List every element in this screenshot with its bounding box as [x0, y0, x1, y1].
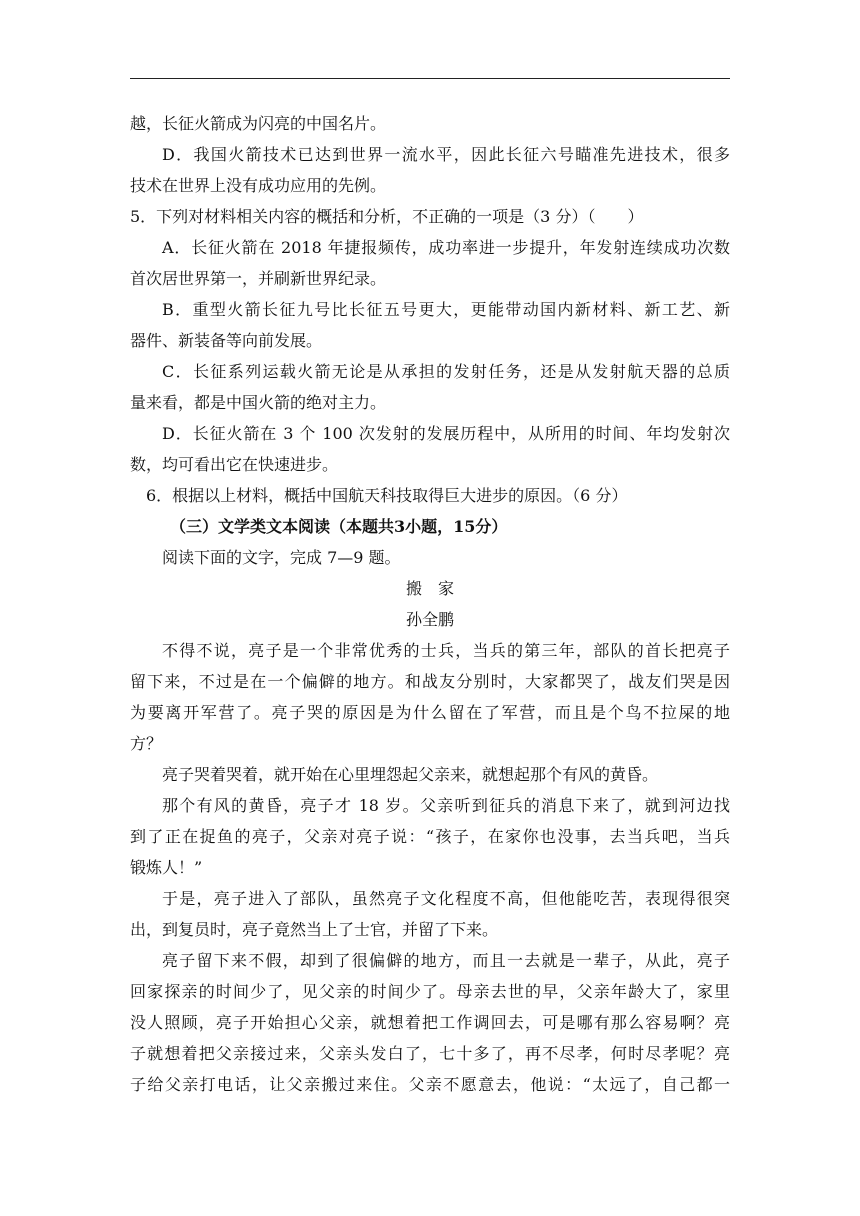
- paragraph-line: 留下来，不过是在一个偏僻的地方。和战友分别时，大家都哭了，战友们哭是因: [130, 672, 730, 691]
- text-line: 量来看，都是中国火箭的绝对主力。: [130, 393, 387, 412]
- story-author: 孙全鹏: [405, 610, 454, 629]
- reading-instruction: 阅读下面的文字，完成 7—9 题。: [162, 548, 401, 567]
- paragraph-line: 子给父亲打电话，让父亲搬过来住。父亲不愿意去，他说：“太远了，自己都一: [130, 1075, 730, 1094]
- paragraph-line: 为要离开军营了。亮子哭的原因是为什么留在了军营，而且是个鸟不拉屎的地: [130, 703, 730, 722]
- paragraph-line: 亮子留下来不假，却到了很偏僻的地方，而且一去就是一辈子，从此，亮子: [162, 951, 730, 970]
- paragraph-line: 子就想着把父亲接过来，父亲头发白了，七十多了，再不尽孝，何时尽孝呢？亮: [130, 1044, 730, 1063]
- text-line: 首次居世界第一，并刷新世界纪录。: [130, 269, 387, 288]
- text-line: 技术在世界上没有成功应用的先例。: [130, 176, 387, 195]
- page-content: [130, 108, 730, 1100]
- section-heading: （三）文学类文本阅读（本题共3小题，15分）: [170, 517, 508, 536]
- paragraph-line: 到了正在捉鱼的亮子，父亲对亮子说：“孩子，在家你也没事，去当兵吧，当兵: [130, 827, 730, 846]
- option-b-line: B．重型火箭长征九号比长征五号更大，更能带动国内新材料、新工艺、新: [162, 300, 730, 319]
- paragraph-line: 不得不说，亮子是一个非常优秀的士兵，当兵的第三年，部队的首长把亮子: [162, 641, 730, 660]
- paragraph-line: 锻炼人！”: [130, 858, 203, 877]
- option-a-line: A．长征火箭在 2018 年捷报频传，成功率进一步提升，年发射连续成功次数: [162, 238, 730, 257]
- paragraph-line: 方？: [130, 734, 163, 753]
- text-line: 数，均可看出它在快速进步。: [130, 455, 339, 474]
- paragraph-line: 于是，亮子进入了部队，虽然亮子文化程度不高，但他能吃苦，表现得很突: [162, 889, 730, 908]
- option-d-line: D．长征火箭在 3 个 100 次发射的发展历程中，从所用的时间、年均发射次: [162, 424, 730, 443]
- option-c-line: C．长征系列运载火箭无论是从承担的发射任务，还是从发射航天器的总质: [162, 362, 730, 381]
- paragraph-line: 没人照顾，亮子开始担心父亲，就想着把工作调回去，可是哪有那么容易啊？亮: [130, 1013, 730, 1032]
- paragraph-line: 那个有风的黄昏，亮子才 18 岁。父亲听到征兵的消息下来了，就到河边找: [162, 796, 730, 815]
- question-5: 5．下列对材料相关内容的概括和分析，不正确的一项是（3 分）（ ）: [130, 207, 644, 226]
- text-line: 器件、新装备等向前发展。: [130, 331, 323, 350]
- text-line: 越，长征火箭成为闪亮的中国名片。: [130, 114, 387, 133]
- question-6: 6．根据以上材料，概括中国航天科技取得巨大进步的原因。（6 分）: [146, 486, 628, 505]
- header-rule: [130, 78, 730, 79]
- option-d-line: D．我国火箭技术已达到世界一流水平，因此长征六号瞄准先进技术，很多: [162, 145, 730, 164]
- paragraph-line: 回家探亲的时间少了，见父亲的时间少了。母亲去世的早，父亲年龄大了，家里: [130, 982, 730, 1001]
- story-title: 搬 家: [405, 579, 454, 598]
- paragraph-line: 亮子哭着哭着，就开始在心里埋怨起父亲来，就想起那个有风的黄昏。: [162, 765, 659, 784]
- paragraph-line: 出，到复员时，亮子竟然当上了士官，并留了下来。: [130, 920, 499, 939]
